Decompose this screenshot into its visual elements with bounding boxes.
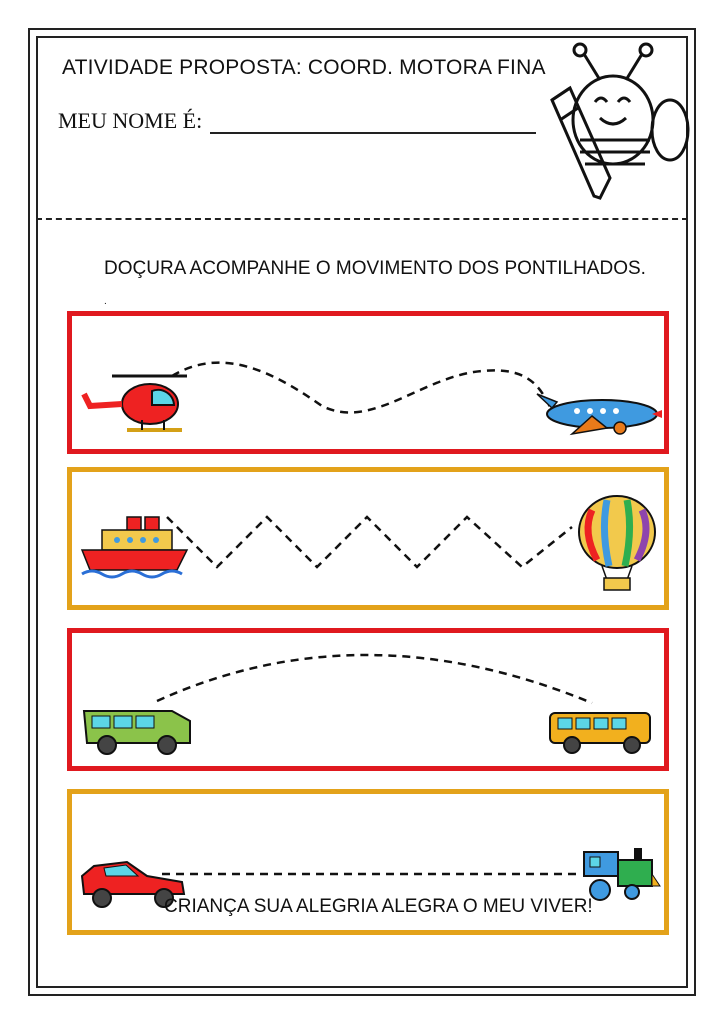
instruction-text: DOÇURA ACOMPANHE O MOVIMENTO DOS PONTILHADOS. — [104, 258, 646, 279]
tracing-panel-3 — [67, 628, 669, 771]
boat-icon — [82, 517, 187, 577]
airplane-icon — [537, 394, 662, 434]
school-bus-icon — [550, 713, 650, 753]
tracing-path-arc[interactable] — [157, 655, 592, 703]
tracing-path-wave[interactable] — [172, 363, 552, 413]
footer-message: CRIANÇA SUA ALEGRIA ALEGRA O MEU VIVER! — [164, 896, 593, 917]
section-divider — [36, 218, 688, 220]
tracing-path-zigzag[interactable] — [167, 517, 572, 567]
bee-with-pencil-icon — [540, 40, 690, 200]
name-field — [58, 108, 536, 134]
tracing-panel-1 — [67, 311, 669, 454]
name-line — [210, 112, 536, 134]
activity-title: ATIVIDADE PROPOSTA: COORD. MOTORA FINA — [62, 56, 546, 79]
tracing-panel-2 — [67, 467, 669, 610]
helicopter-icon — [84, 376, 187, 430]
instruction-dot: . — [104, 296, 107, 307]
van-icon — [84, 711, 190, 754]
train-icon — [584, 848, 660, 900]
name-label: MEU NOME É: — [58, 108, 203, 133]
hot-air-balloon-icon — [579, 496, 655, 590]
